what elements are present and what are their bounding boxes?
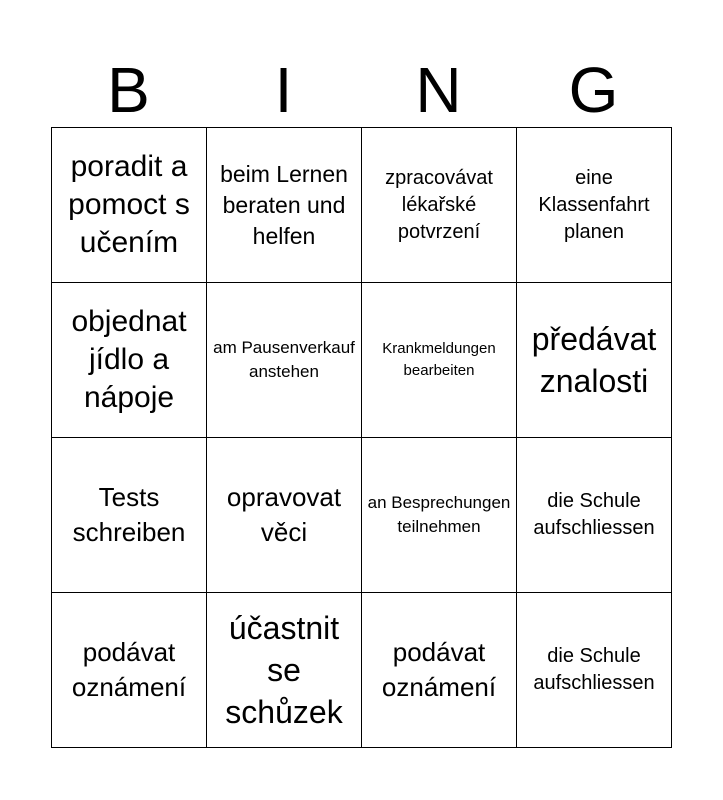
- bingo-cell-r1-c1[interactable]: [52, 128, 207, 283]
- cell-text: účastnit se schůzek: [225, 610, 343, 730]
- bingo-cell-r1-c4[interactable]: [517, 128, 672, 283]
- cell-text: Krankmeldungen bearbeiten: [382, 340, 496, 379]
- bingo-cell-r4-c1[interactable]: [52, 593, 207, 748]
- header-letter-b: B: [107, 54, 150, 126]
- header-letter-g: G: [568, 54, 619, 126]
- bingo-cell-r3-c2[interactable]: [207, 438, 362, 593]
- bingo-cell-r2-c3[interactable]: [362, 283, 517, 438]
- cell-text: opravovat věci: [226, 482, 342, 547]
- header-letter-i: I: [274, 54, 293, 126]
- bingo-cell-r1-c2[interactable]: [207, 128, 362, 283]
- header-letter-n: N: [415, 54, 462, 126]
- cell-text: podávat oznámení: [381, 637, 497, 702]
- bingo-grid: [51, 127, 672, 748]
- cell-text: am Pausenverkauf anstehen: [213, 338, 355, 381]
- bingo-cell-r1-c3[interactable]: [362, 128, 517, 283]
- cell-text: poradit a pomoct s učením: [68, 150, 190, 259]
- bingo-cell-r2-c4[interactable]: [517, 283, 672, 438]
- cell-text: předávat znalosti: [531, 321, 657, 399]
- cell-text: podávat oznámení: [71, 637, 187, 702]
- cell-text: eine Klassenfahrt planen: [538, 166, 650, 243]
- bingo-cell-r3-c1[interactable]: [52, 438, 207, 593]
- bingo-cell-r2-c2[interactable]: [207, 283, 362, 438]
- bingo-cell-r2-c1[interactable]: [52, 283, 207, 438]
- bingo-cell-r4-c3[interactable]: [362, 593, 517, 748]
- cell-text: beim Lernen beraten und helfen: [220, 160, 348, 249]
- bingo-header: [51, 52, 671, 128]
- bingo-cell-r3-c3[interactable]: [362, 438, 517, 593]
- cell-text: zpracovávat lékařské potvrzení: [385, 166, 493, 243]
- bingo-cell-r4-c2[interactable]: [207, 593, 362, 748]
- bingo-cell-r4-c4[interactable]: [517, 593, 672, 748]
- cell-text: die Schule aufschliessen: [533, 490, 655, 539]
- bingo-cell-r3-c4[interactable]: [517, 438, 672, 593]
- cell-text: an Besprechungen teilnehmen: [367, 493, 511, 536]
- cell-text: objednat jídlo a nápoje: [71, 305, 187, 414]
- cell-text: die Schule aufschliessen: [533, 645, 655, 694]
- cell-text: Tests schreiben: [72, 482, 186, 547]
